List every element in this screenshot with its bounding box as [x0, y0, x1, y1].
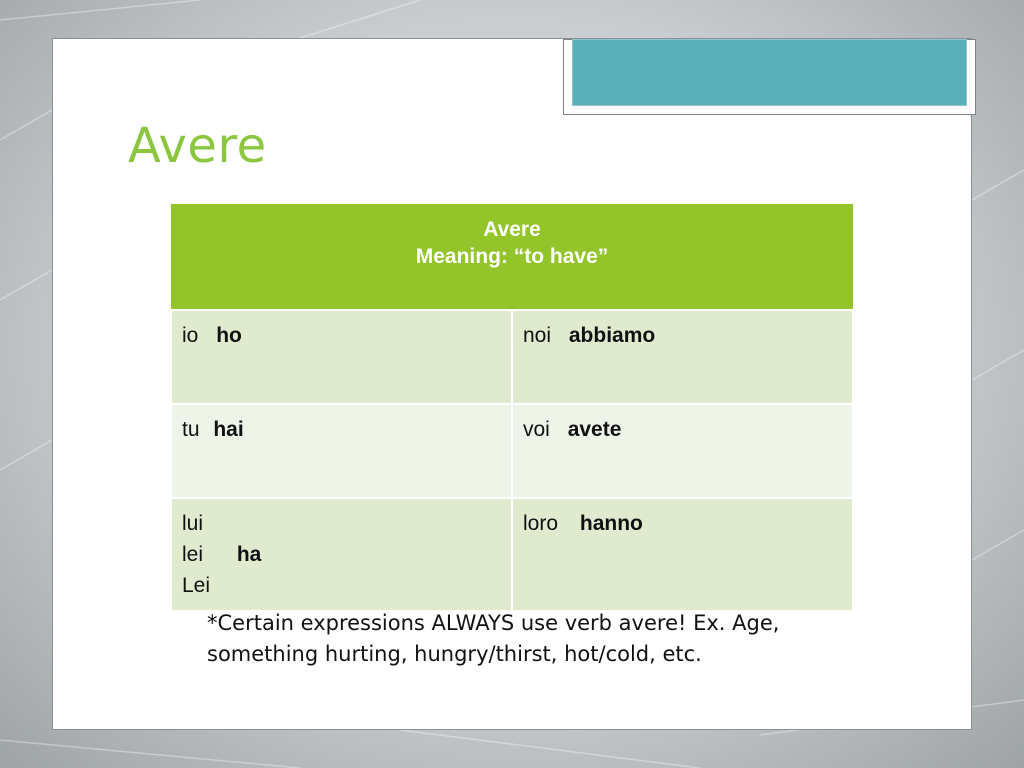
- header-meaning: Meaning: “to have”: [415, 245, 609, 268]
- verb-form: hanno: [579, 512, 643, 535]
- table-header: [171, 204, 853, 310]
- verb-form: hai: [213, 418, 244, 441]
- tab-accent: [572, 39, 967, 106]
- verb-form: abbiamo: [568, 324, 656, 347]
- verb-form: avete: [567, 418, 622, 441]
- table-cell: [171, 498, 512, 611]
- table-cell: [512, 404, 853, 498]
- pronoun: Lei: [182, 574, 211, 597]
- conjugation-table: [170, 204, 854, 612]
- pronoun: io: [182, 324, 199, 347]
- pronoun: lei: [182, 543, 204, 566]
- slide-tab-decoration: [563, 39, 976, 115]
- slide-title: Avere: [128, 118, 267, 174]
- pronoun: loro: [523, 512, 559, 535]
- pronoun: voi: [523, 418, 550, 441]
- table-row: [171, 404, 853, 498]
- table-row: [171, 498, 853, 611]
- footnote-text: *Certain expressions ALWAYS use verb avere! Ex. Age, something hurting, hungry/thirst, hot/cold, etc.: [207, 611, 780, 666]
- pronoun: tu: [182, 418, 200, 441]
- header-verb: Avere: [483, 218, 541, 241]
- pronoun: noi: [523, 324, 552, 347]
- table-cell: [171, 310, 512, 404]
- table-row: [171, 310, 853, 404]
- pronoun: lui: [182, 512, 204, 535]
- verb-form: ho: [216, 324, 242, 347]
- table-cell: [512, 310, 853, 404]
- table-header-row: [171, 204, 853, 310]
- table-cell: [512, 498, 853, 611]
- verb-form: ha: [236, 543, 262, 566]
- table-cell: [171, 404, 512, 498]
